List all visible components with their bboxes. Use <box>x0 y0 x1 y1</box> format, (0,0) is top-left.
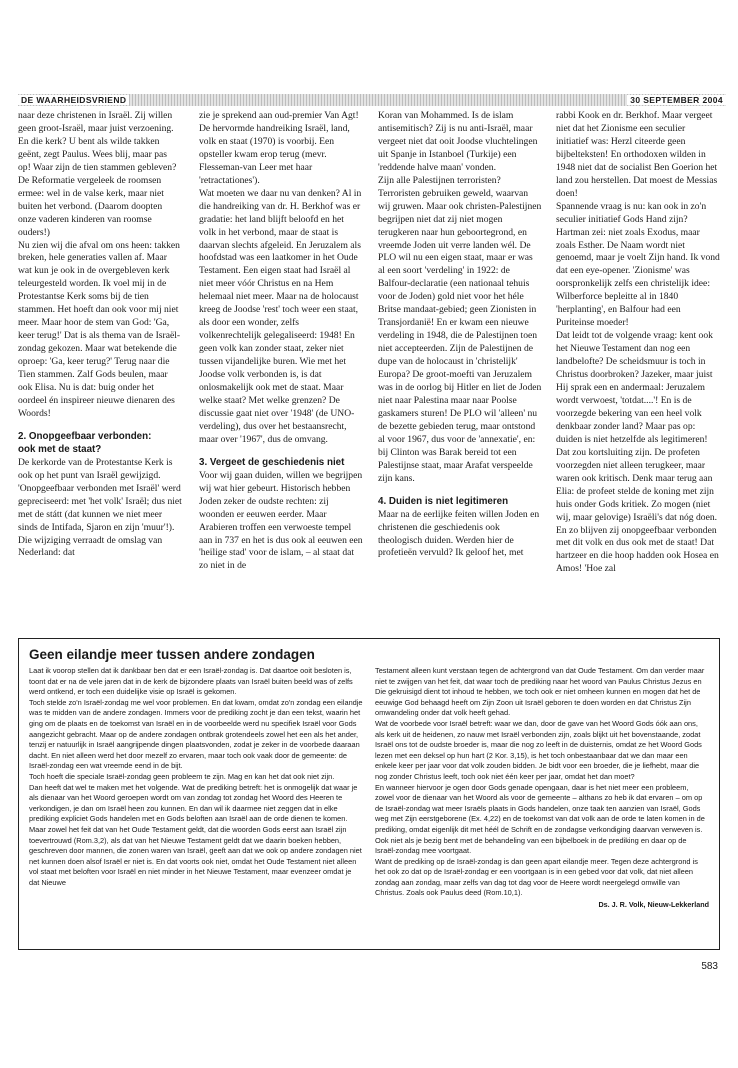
box-paragraph: Want de prediking op de Israël-zondag is dan geen apart eilandje meer. Tegen deze achtergrond is het ook zo dat op de Israël-zondag er een voortgaan is in een gebed voor dat volk, dat niet alleen zondag aan zondag, maar zelfs van dag tot dag voor de Heere wordt neergelegd omwille van Christus. Zoals ook Paulus deed (Rom.10,1). <box>375 856 698 898</box>
paragraph: zie je sprekend aan oud-premier Van Agt! De hervormde handreiking Israël, land, volk en staat (1970) is voorbij. Een opsteller kwam erop terug (mevr. Flesseman-van Leer met haar 'retractationes'). <box>199 110 359 186</box>
paragraph: De kerkorde van de Protestantse Kerk is ook op het punt van Israël gewijzigd. 'Onopgeefbaar verbonden met Israël' werd gepreciseerd: met 'het volk' Israël; dus niet met de státt (dat kunnen we niet meer sinds de Intifada, Sjaron en zijn 'muur'!). Die wijziging verraadt de omslag van Nederland: dat <box>18 456 182 559</box>
section-heading: 3. Vergeet de geschiedenis niet <box>199 456 345 468</box>
article-columns <box>18 110 726 616</box>
box-paragraph: Wat de voorbede voor Israël betreft: waar we dan, door de gave van het Woord Gods óók aan ons, als kerk uit de heidenen, zo nauw met Israël verbonden zijn, zoals blijkt uit het bovenstaande, zodat Israël ons tot de oudste broeder is, maar die nog zo leeft in de duisternis, omdat ze het Woord Gods lezen met een deksel op hun hart (2 Kor. 3,15), is het toch onbestaanbaar dat we dan maar een enkele keer per jaar voor dat volk zouden bidden. Je bidt voor een broeder, die je liefhebt, maar die nog zonder Christus leeft, toch ook niet één keer per jaar, omdat het dan moet? <box>375 718 702 781</box>
section-heading: ook met de staat? <box>18 443 102 455</box>
issue-date: 30 SEPTEMBER 2004 <box>627 95 726 105</box>
sidebar-box <box>18 638 720 950</box>
paragraph: Nu zien wij die afval om ons heen: takken breken, hele generaties vallen af. Maar wat kun je ook in de overgebleven kerk teleurgesteld worden. Ik voel mij in de Protestantse Kerk soms bij de tien stammen. Het hoeft dan ook voor mij niet meer. Maar hoor de stem van God: 'Ga, keer terug!' Dat is als thema van de Israël-zondag gekozen. Maar wat betekende die oproep: 'Ga, keer terug?' Terug naar die Tien stammen. Zalf Gods beulen, maar ook Elisa. Nu is dat: buig onder het oordeel én inspireer nieuwe dienaren des Woords! <box>18 239 181 419</box>
paragraph: Wat moeten we daar nu van denken? Al in die handreiking van dr. H. Berkhof was er gradatie: het land blijft beloofd en het volk in het verbond, maar de staat is daarvan slechts afgeleid. En Jeruzalem als hoofdstad was een laatkomer in het Oude Testament. Een eigen staat had Israël al niet meer vóór Christus en na Hem helemaal niet meer. Maar na de holocaust kreeg de Joodse 'rest' toch weer een staat, als door een wonder, zelfs volkenrechtelijk gelegaliseerd: 1948! En geen volk kan zonder staat, zeker niet tussen vijandelijke buren. Wie met het Joodse volk verbonden is, is dat onlosmakelijk ook met de staat. Maar welke staat? Met welke grenzen? De discussie gaat niet over '1948' (de UNO-verdeling), dus over het bestaansrecht, maar over '1967', dus de omvang. <box>199 187 362 445</box>
box-paragraph: Laat ik voorop stellen dat ik dankbaar ben dat er een Israël-zondag is. Dat daartoe ooit besloten is, toont dat er na de vele jaren dat in de kerk de bijzondere plaats van Israël buiten beeld was of zelfs werd ontkend, er toch een duidelijke visie op Israël is gekomen. <box>29 666 353 697</box>
box-paragraph: Dan heeft dat wel te maken met het volgende. Wat de prediking betreft: het is onmogelijk dat waar je als dienaar van het Woord geroepen wordt om van zondag tot zondag het Woord des Heeren te verkondigen, je dan om Israël heen zou kunnen. En dan wil ik daarmee niet zeggen dat in elke prediking expliciet Gods handelen met en Gods beloften aan Israël aan de orde dienen te komen. Maar zowel het feit dat van het Oude Testament geldt, dat die woorden Gods eerst aan Israël zijn toevertrouwd (Rom.3,2), als dat van het Nieuwe Testament geldt dat we daarin boeken hebben, geschreven door mannen, die zonen waren van Israël, geeft aan dat we ook op andere zondagen niet net kunnen doen alsof Israël er niet is. En dat voorts ook niet, omdat het Oude Testament niet alleen vol staat met beloften voor Israël en niet minder in het Nieuwe Testament, maar evenzeer omdat je dat Nieuwe <box>29 782 362 887</box>
running-header <box>18 94 726 106</box>
box-signature: Ds. J. R. Volk, Nieuw-Lekkerland <box>598 900 709 910</box>
article-column-3 <box>378 110 542 616</box>
article-column-1 <box>18 110 182 616</box>
article-column-2 <box>199 110 363 616</box>
box-column-right <box>375 666 709 948</box>
box-paragraph: Toch stelde zo'n Israël-zondag me wel voor problemen. En dat kwam, omdat zo'n zondag een eilandje was te midden van de andere zondagen. Immers voor de prediking zocht je dan een tekst, waarin het ging om de plaats en de toekomst van Israël en in de voorbeelde werd nu specifiek Israël voor Gods aangezicht gebracht. Maar op de andere zondagen ontbrak grotendeels zowel het een als het ander, tenzij er natuurlijk in Israël aangrijpende dingen plaatsvonden, zodat je zeker in de voorbede daaraan dacht. En niet alleen werd het door mezelf zo ervaren, maar toch ook vaak door de gemeente: de Israël-zondag een wat vreemde eend in de bijt. <box>29 697 363 771</box>
section-heading: 4. Duiden is niet legitimeren <box>378 495 509 507</box>
paragraph: Spannende vraag is nu: kan ook in zo'n seculier initiatief Gods Hand zijn? Hartman zei: niet zoals Exodus, maar zoals Esther. De Naam wordt niet genoemd, maar je voelt Zijn hand. Ik vond dat een eye-opener. 'Zionisme' was oorspronkelijk zelfs een christelijk idee: Wilberforce bepleitte al in 1840 'herplanting', en Balfour had een Puriteinse moeder! <box>556 200 720 329</box>
paragraph: Maar na de eerlijke feiten willen Joden en christenen die geschiedenis ook theologisch duiden. Werden hier de profetieën vervuld? Ik geloof het, met <box>378 508 540 559</box>
box-column-left <box>29 666 363 948</box>
section-heading: 2. Onopgeefbaar verbonden: <box>18 430 152 442</box>
paragraph: Dat leidt tot de volgende vraag: kent ook het Nieuwe Testament dan nog een landbelofte? De scheidsmuur is toch in Christus doorbroken? Jazeker, maar juist Hij sprak een en andermaal: Jeruzalem wordt verwoest, 'totdat....'! En is de voorzegde bekering van een heel volk denkbaar zonder land? Maar pas op: duiden is niet hetzelfde als legitimeren! Dat zou kortsluiting zijn. De profeten voorzegden niet alleen terugkeer, maar waren ook kritisch. Denk maar terug aan Elia: de profeet stelde de koning met zijn huis onder Gods kritiek. Zo mogen (niet wij, maar gelovige) Israëli's dat nóg doen. En zo blijven zij onopgeefbaar verbonden met dit volk en dus ook met de staat! Dat hartzeer en die hoop hadden ook Hosea en Amos! 'Hoe zal <box>556 330 719 575</box>
publication-name: DE WAARHEIDSVRIEND <box>18 95 129 105</box>
paragraph: rabbi Kook en dr. Berkhof. Maar vergeet niet dat het Zionisme een seculier initiatief was: Herzl citeerde geen bijbelteksten! En orthodoxen wilden in 1948 niet dat de socialist Ben Goerion het land zou herstellen. Dat moest de Messias doen! <box>556 110 718 199</box>
box-paragraph: Toch hoeft die speciale Israël-zondag geen probleem te zijn. Mag en kan het dat ook niet zijn. <box>29 771 335 781</box>
box-title: Geen eilandje meer tussen andere zondagen <box>29 647 315 662</box>
paragraph: Zijn alle Palestijnen terroristen? Terroristen gebruiken geweld, waarvan wij gruwen. Maar ook christen-Palestijnen begrijpen niet dat zij niet mogen terugkeren naar hun geboortegrond, en vreemde Joden uit verre landen wél. De PLO wil nu een eigen staat, maar er was al een soort 'verdeling' in 1922: de Balfour-declaratie (een nationaal tehuis voor de Joden) gold niet voor het héle Britse mandaat-gebied; geen Zionisten in Transjordanië! En er kwam een nieuwe verdeling in 1948, die de Palestijnen toen niet accepteerden. Zijn de Palestijnen de dupe van de holocaust in 'christelijk' Europa? De groot-moefti van Jeruzalem was in de oorlog bij Hitler en liet de Joden niet naar Palestina maar naar Poolse gaskamers sturen! De PLO wil 'alleen' nu de bezette gebieden terug, maar ontstond al voor 1967, dus voor de 'annexatie', en: bij Clinton was Barak bereid tot een Palestijnse staat, maar Arafat verspeelde zijn kans. <box>378 174 542 484</box>
page-number: 583 <box>701 961 718 972</box>
paragraph: naar deze christenen in Israël. Zij willen geen groot-Israël, maar juist verzoening. <box>18 110 174 134</box>
paragraph: En die kerk? U bent als wilde takken geënt, zegt Paulus. Wees blij, maar pas op! Waar zijn de tien stammen gebleven? De Reformatie vergeleek de roomsen ermee: wel in de valse kerk, maar niet buiten het verbond. (Daarom doopten onze vaderen kinderen van roomse ouders!) <box>18 135 177 238</box>
box-paragraph: Testament alleen kunt verstaan tegen de achtergrond van dat Oude Testament. Om dan verder maar niet te zwijgen van het feit, dat waar toch de prediking naar het woord van Paulus Christus Jezus en Die gekruisigd dient tot inhoud te hebben, we toch ook er niet omheen kunnen en mogen dat het de eeuwige God behaagd heeft om Zijn Zoon uit Israël geboren te doen worden en dat Christus Zijn omwandeling onder dat volk heeft gehad. <box>375 666 705 718</box>
paragraph: Koran van Mohammed. Is de islam antisemitisch? Zij is nu anti-Israël, maar vergeet niet dat ooit Joodse vluchtelingen uit Spanje in Istanboel (Turkije) een 'reddende halve maan' vonden. <box>378 110 538 173</box>
article-column-4 <box>556 110 720 616</box>
paragraph: Voor wij gaan duiden, willen we begrijpen wij wat hier gebeurt. Historisch hebben Joden zeker de oudste rechten: zij woonden er eeuwen eerder. Maar Arabieren troffen een verwoeste tempel aan in 737 en het is dus ook al eeuwen een 'heilige stad' voor de islam, – al staat dat zo niet in de <box>199 469 363 572</box>
box-paragraph: En wanneer hiervoor je ogen door Gods genade opengaan, daar is het niet meer een probleem, zowel voor de dienaar van het Woord als voor de gemeente – althans zo heb ik dat ervaren – om op de Israël-zondag wat meer Israëls plaats in Gods handelen, onze taak ten aanzien van Israël, Gods weg met Zijn eerstgeborene (Ex. 4,22) en de toekomst van dat volk aan de orde te laten komen in de prediking, omdat eigenlijk dit met héél de Schrift en de zondagse verkondiging daarvan verweven is. Ook niet als je bezig bent met de behandeling van een bijbelboek in de prediking en daar op de Israël-zondag mee voortgaat. <box>375 782 705 856</box>
